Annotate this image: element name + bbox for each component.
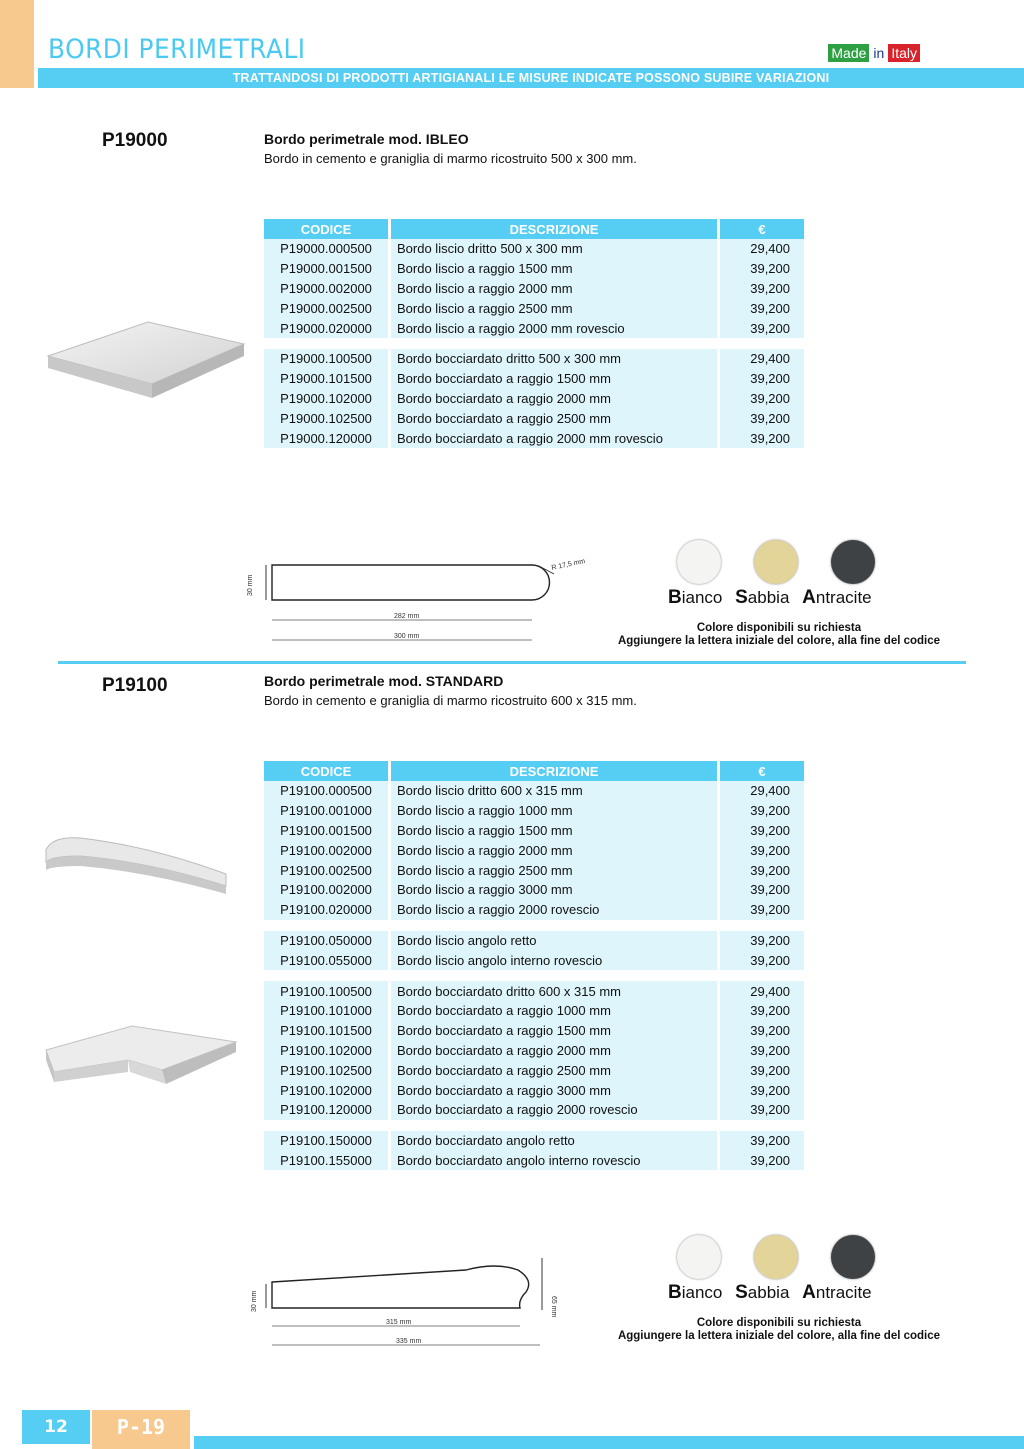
cell-code: P19100.002000 [264, 840, 391, 860]
color-note-2: Aggiungere la lettera iniziale del colore, alla fine del codice [617, 1330, 941, 1342]
sabbia-initial: S [735, 1282, 748, 1303]
cell-code: P19100.002000 [264, 880, 391, 900]
cell-code: P19000.002000 [264, 279, 391, 299]
antracite-rest: ntracite [815, 1283, 872, 1302]
cell-description: Bordo bocciardato a raggio 2500 mm [391, 1060, 720, 1080]
cell-description: Bordo liscio a raggio 2500 mm [391, 860, 720, 880]
table-row [264, 821, 804, 841]
header-price: € [720, 761, 804, 781]
bianco-initial: B [668, 587, 682, 608]
cell-code: P19100.155000 [264, 1151, 391, 1171]
group-spacer [264, 338, 804, 349]
product-photo-ibleo [42, 318, 248, 408]
cell-code: P19100.055000 [264, 950, 391, 970]
cell-description: Bordo bocciardato dritto 500 x 300 mm [391, 349, 720, 369]
cell-description: Bordo bocciardato angolo interno rovescio [391, 1151, 720, 1171]
table-row [264, 1060, 804, 1080]
cell-price: 29,400 [720, 781, 804, 801]
table-row [264, 428, 804, 448]
table-row [264, 860, 804, 880]
cell-code: P19000.102000 [264, 389, 391, 409]
color-notes [608, 1317, 950, 1343]
in-label: in [869, 44, 888, 62]
cell-price: 39,200 [720, 318, 804, 338]
dim-width-inner: 282 mm [394, 613, 420, 620]
table-row [264, 1100, 804, 1120]
model-description: Bordo in cemento e graniglia di marmo ricostruito 500 x 300 mm. [264, 151, 637, 166]
cell-price: 29,400 [720, 349, 804, 369]
cell-price: 29,400 [720, 239, 804, 259]
cell-code: P19100.050000 [264, 931, 391, 951]
section-divider [58, 661, 966, 664]
color-names [668, 587, 872, 609]
table-row [264, 1080, 804, 1100]
table-header-row [264, 761, 804, 781]
color-names [668, 1282, 872, 1304]
cell-price: 39,200 [720, 389, 804, 409]
footer-bar [194, 1436, 1024, 1449]
cell-description: Bordo bocciardato a raggio 2000 mm rovescio [391, 428, 720, 448]
cell-price: 39,200 [720, 801, 804, 821]
cell-code: P19000.020000 [264, 318, 391, 338]
cell-description: Bordo bocciardato a raggio 3000 mm [391, 1080, 720, 1100]
antracite-rest: ntracite [815, 588, 872, 607]
group-spacer [264, 1120, 804, 1131]
cell-price: 39,200 [720, 931, 804, 951]
model-title: Bordo perimetrale mod. IBLEO [264, 131, 469, 147]
cell-description: Bordo bocciardato a raggio 2000 mm [391, 389, 720, 409]
table-header-row [264, 219, 804, 239]
antracite-initial: A [802, 587, 816, 608]
cell-price: 39,200 [720, 1131, 804, 1151]
cell-description: Bordo liscio angolo interno rovescio [391, 950, 720, 970]
cell-code: P19100.002500 [264, 860, 391, 880]
cell-description: Bordo bocciardato a raggio 2000 rovescio [391, 1100, 720, 1120]
made-label: Made [828, 44, 869, 62]
color-note-1: Colore disponibili su richiesta [696, 1317, 862, 1329]
cell-description: Bordo liscio a raggio 1500 mm [391, 821, 720, 841]
profile-drawing-ibleo [244, 556, 604, 652]
cell-code: P19100.020000 [264, 900, 391, 920]
header-price: € [720, 219, 804, 239]
model-title: Bordo perimetrale mod. STANDARD [264, 673, 504, 689]
bianco-swatch [677, 1235, 721, 1279]
cell-price: 39,200 [720, 298, 804, 318]
dim-width-inner: 315 mm [386, 1319, 412, 1326]
cell-description: Bordo bocciardato a raggio 2000 mm [391, 1041, 720, 1061]
table-row [264, 950, 804, 970]
cell-price: 39,200 [720, 1100, 804, 1120]
table-row [264, 801, 804, 821]
color-note-2: Aggiungere la lettera iniziale del colore, alla fine del codice [617, 635, 941, 647]
cell-code: P19000.120000 [264, 428, 391, 448]
cell-code: P19000.101500 [264, 369, 391, 389]
header-descrizione: DESCRIZIONE [391, 761, 720, 781]
bianco-rest: ianco [681, 1283, 723, 1302]
cell-description: Bordo bocciardato a raggio 2500 mm [391, 408, 720, 428]
header-codice: CODICE [264, 219, 391, 239]
cell-price: 39,200 [720, 369, 804, 389]
cell-price: 39,200 [720, 259, 804, 279]
table-row [264, 1131, 804, 1151]
table-row [264, 981, 804, 1001]
cell-price: 39,200 [720, 1151, 804, 1171]
cell-description: Bordo bocciardato a raggio 1500 mm [391, 369, 720, 389]
table-row [264, 1001, 804, 1021]
cell-description: Bordo liscio dritto 500 x 300 mm [391, 239, 720, 259]
dim-height: 30 mm [251, 1290, 258, 1312]
sabbia-swatch [754, 1235, 798, 1279]
made-in-italy-badge [828, 44, 920, 62]
cell-code: P19100.001000 [264, 801, 391, 821]
dim-radius: R 17,5 mm [550, 557, 586, 572]
antracite-initial: A [802, 1282, 816, 1303]
cell-code: P19100.101000 [264, 1001, 391, 1021]
page-code: P-19 [92, 1410, 190, 1449]
price-table [264, 761, 804, 1170]
table-row [264, 349, 804, 369]
cell-price: 39,200 [720, 408, 804, 428]
cell-description: Bordo liscio a raggio 2000 mm rovescio [391, 318, 720, 338]
cell-price: 39,200 [720, 1060, 804, 1080]
cell-description: Bordo liscio a raggio 1000 mm [391, 801, 720, 821]
group-spacer [264, 920, 804, 931]
color-notes [608, 622, 950, 648]
cell-price: 39,200 [720, 1021, 804, 1041]
cell-description: Bordo liscio dritto 600 x 315 mm [391, 781, 720, 801]
cell-code: P19100.102000 [264, 1041, 391, 1061]
cell-code: P19100.120000 [264, 1100, 391, 1120]
cell-description: Bordo liscio a raggio 2000 rovescio [391, 900, 720, 920]
page-number: 12 [22, 1410, 90, 1444]
bianco-swatch [677, 540, 721, 584]
page-title: BORDI PERIMETRALI [48, 34, 306, 65]
cell-description: Bordo bocciardato angolo retto [391, 1131, 720, 1151]
model-description: Bordo in cemento e graniglia di marmo ricostruito 600 x 315 mm. [264, 693, 637, 708]
section-code: P19100 [102, 675, 168, 696]
cell-code: P19000.002500 [264, 298, 391, 318]
cell-price: 39,200 [720, 1001, 804, 1021]
bianco-initial: B [668, 1282, 682, 1303]
cell-price: 39,200 [720, 279, 804, 299]
cell-price: 39,200 [720, 860, 804, 880]
table-row [264, 239, 804, 259]
antracite-swatch [831, 540, 875, 584]
dim-height: 30 mm [247, 574, 254, 596]
dim-width-outer: 335 mm [396, 1338, 422, 1345]
product-photo-standard-corner [42, 1020, 242, 1102]
table-row [264, 880, 804, 900]
table-row [264, 931, 804, 951]
table-row [264, 840, 804, 860]
dim-height-2: 65 mm [550, 1296, 557, 1318]
table-row [264, 369, 804, 389]
group-spacer [264, 970, 804, 981]
table-row [264, 1021, 804, 1041]
cell-code: P19100.001500 [264, 821, 391, 841]
cell-price: 39,200 [720, 428, 804, 448]
section-code: P19000 [102, 130, 168, 151]
cell-code: P19100.102500 [264, 1060, 391, 1080]
cell-code: P19100.100500 [264, 981, 391, 1001]
table-row [264, 408, 804, 428]
table-row [264, 1151, 804, 1171]
cell-price: 39,200 [720, 840, 804, 860]
cell-description: Bordo liscio a raggio 2000 mm [391, 840, 720, 860]
cell-description: Bordo liscio a raggio 3000 mm [391, 880, 720, 900]
table-row [264, 259, 804, 279]
color-swatches [677, 1235, 875, 1279]
italy-label: Italy [888, 44, 920, 62]
sabbia-rest: abbia [747, 588, 790, 607]
cell-code: P19100.000500 [264, 781, 391, 801]
cell-price: 39,200 [720, 1080, 804, 1100]
cell-description: Bordo bocciardato a raggio 1500 mm [391, 1021, 720, 1041]
product-photo-standard-curved [40, 822, 230, 900]
cell-price: 39,200 [720, 880, 804, 900]
cell-price: 39,200 [720, 950, 804, 970]
table-row [264, 298, 804, 318]
header-codice: CODICE [264, 761, 391, 781]
cell-code: P19000.100500 [264, 349, 391, 369]
cell-code: P19100.101500 [264, 1021, 391, 1041]
cell-description: Bordo liscio a raggio 2000 mm [391, 279, 720, 299]
price-table [264, 219, 804, 448]
cell-description: Bordo liscio a raggio 2500 mm [391, 298, 720, 318]
cell-price: 39,200 [720, 1041, 804, 1061]
table-row [264, 900, 804, 920]
disclaimer-banner: TRATTANDOSI DI PRODOTTI ARTIGIANALI LE MISURE INDICATE POSSONO SUBIRE VARIAZIONI [38, 68, 1024, 88]
color-note-1: Colore disponibili su richiesta [696, 622, 862, 634]
cell-code: P19000.000500 [264, 239, 391, 259]
cell-code: P19100.150000 [264, 1131, 391, 1151]
table-row [264, 1041, 804, 1061]
sabbia-rest: abbia [747, 1283, 790, 1302]
cell-code: P19100.102000 [264, 1080, 391, 1100]
sabbia-initial: S [735, 587, 748, 608]
cell-price: 39,200 [720, 821, 804, 841]
cell-code: P19000.102500 [264, 408, 391, 428]
header-descrizione: DESCRIZIONE [391, 219, 720, 239]
cell-price: 39,200 [720, 900, 804, 920]
sabbia-swatch [754, 540, 798, 584]
cell-code: P19000.001500 [264, 259, 391, 279]
table-row [264, 781, 804, 801]
corner-tab [0, 0, 34, 88]
antracite-swatch [831, 1235, 875, 1279]
table-row [264, 279, 804, 299]
cell-price: 29,400 [720, 981, 804, 1001]
cell-description: Bordo bocciardato a raggio 1000 mm [391, 1001, 720, 1021]
bianco-rest: ianco [681, 588, 723, 607]
profile-drawing-standard [244, 1244, 564, 1352]
cell-description: Bordo liscio a raggio 1500 mm [391, 259, 720, 279]
cell-description: Bordo liscio angolo retto [391, 931, 720, 951]
dim-width-outer: 300 mm [394, 633, 420, 640]
color-swatches [677, 540, 875, 584]
cell-description: Bordo bocciardato dritto 600 x 315 mm [391, 981, 720, 1001]
table-row [264, 389, 804, 409]
table-row [264, 318, 804, 338]
